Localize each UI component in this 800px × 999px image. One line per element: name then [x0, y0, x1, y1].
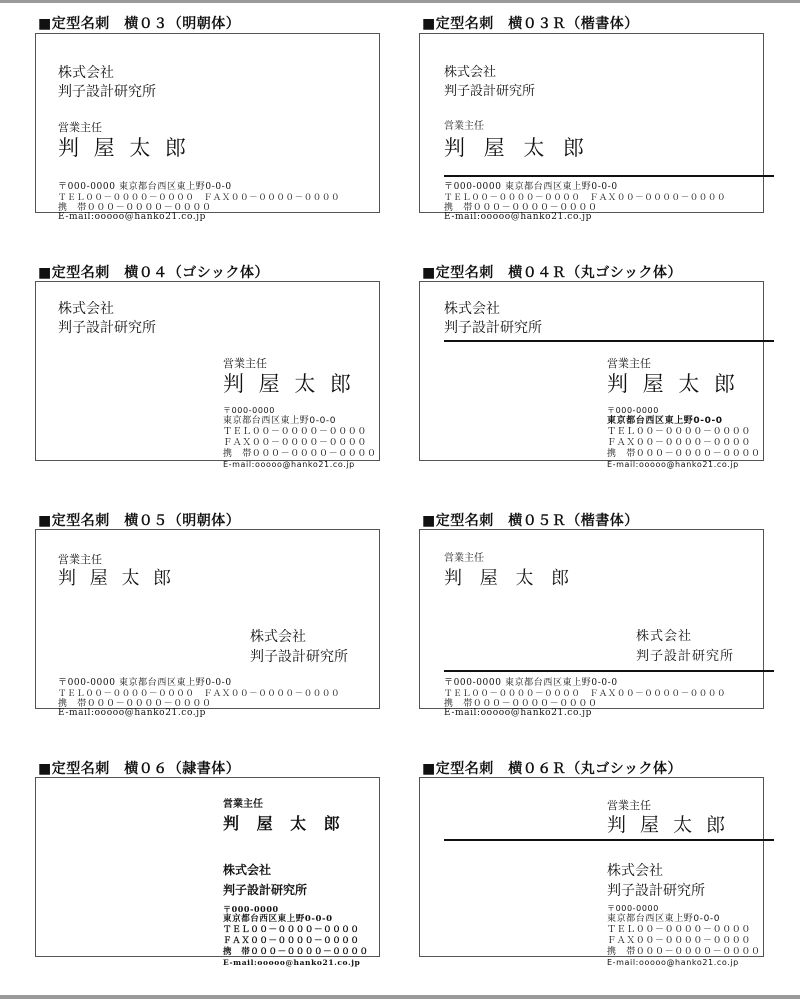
business-card [419, 777, 764, 967]
job-title: 営業主任 [58, 121, 102, 134]
address-line: 東京都台西区東上野0-0-0 [223, 416, 337, 426]
postal-code: 〒000-0000 [223, 406, 275, 415]
divider-rule [444, 839, 774, 841]
address-line: 〒000-0000 東京都台西区東上野0-0-0 [58, 678, 232, 688]
company-name: 判子設計研究所 [223, 883, 308, 897]
mobile-line: 携 帯０００－００００－００００ [607, 947, 761, 957]
company-type: 株式会社 [444, 65, 497, 80]
address-line: 東京都台西区東上野0-0-0 [607, 914, 721, 924]
mobile-line: 携 帯０００－００００－００００ [444, 203, 598, 213]
card-heading: ■定型名刺 横０５（明朝体） [38, 513, 241, 529]
business-card [35, 33, 380, 222]
postal-code: 〒000-0000 [607, 904, 659, 913]
company-type: 株式会社 [444, 301, 500, 317]
company-name: 判子設計研究所 [636, 649, 735, 664]
company-name: 判子設計研究所 [58, 84, 156, 100]
fax-line: ＦＡＸ００－００００－００００ [223, 936, 360, 946]
postal-code: 〒000-0000 [607, 406, 659, 415]
address-line: 東京都台西区東上野0-0-0 [223, 914, 333, 924]
company-name: 判子設計研究所 [607, 883, 705, 899]
person-name: 判 屋 太 郎 [607, 814, 730, 836]
address-line: 〒000-0000 東京都台西区東上野0-0-0 [444, 678, 618, 688]
mobile-line: 携 帯０００－００００－００００ [223, 449, 377, 459]
company-type: 株式会社 [250, 629, 306, 645]
company-type: 株式会社 [223, 863, 272, 877]
address-line: 東京都台西区東上野0-0-0 [607, 416, 723, 426]
email-line: E-mail:ooooo@hanko21.co.jp [444, 212, 593, 222]
card-heading: ■定型名刺 横０３Ｒ（楷書体） [422, 16, 639, 32]
business-card [419, 529, 764, 718]
email-line: E-mail:ooooo@hanko21.co.jp [607, 460, 739, 469]
card-heading: ■定型名刺 横０４Ｒ（丸ゴシック体） [422, 265, 682, 281]
card-heading: ■定型名刺 横０５Ｒ（楷書体） [422, 513, 639, 529]
mobile-line: 携 帯０００－００００－００００ [223, 947, 369, 957]
company-name: 判子設計研究所 [444, 84, 536, 99]
tel-fax-line: ＴＥＬ００－００００－００００ ＦＡＸ００－００００－００００ [58, 689, 341, 699]
card-heading: ■定型名刺 横０３（明朝体） [38, 16, 241, 32]
mobile-line: 携 帯０００－００００－００００ [58, 203, 212, 213]
company-type: 株式会社 [607, 863, 663, 879]
business-card [419, 33, 764, 222]
person-name: 判 屋 太 郎 [444, 136, 591, 160]
address-line: 〒000-0000 東京都台西区東上野0-0-0 [58, 182, 232, 192]
divider-rule [444, 670, 774, 672]
person-name: 判 屋 太 郎 [223, 814, 346, 833]
mobile-line: 携 帯０００－００００－００００ [444, 699, 598, 709]
person-name: 判 屋 太 郎 [223, 372, 356, 396]
person-name: 判 屋 太 郎 [444, 568, 576, 589]
company-type: 株式会社 [636, 629, 693, 644]
address-line: 〒000-0000 東京都台西区東上野0-0-0 [444, 182, 618, 192]
person-name: 判 屋 太 郎 [607, 372, 740, 396]
divider-rule [444, 175, 774, 177]
card-heading: ■定型名刺 横０６Ｒ（丸ゴシック体） [422, 761, 682, 777]
business-card [419, 281, 764, 469]
tel-line: ＴＥＬ００－００００－００００ [223, 925, 360, 935]
divider-rule [444, 340, 774, 342]
bottom-divider [0, 995, 800, 999]
tel-line: ＴＥＬ００－００００－００００ [607, 925, 752, 935]
email-line: E-mail:ooooo@hanko21.co.jp [444, 708, 593, 718]
company-name: 判子設計研究所 [58, 320, 156, 336]
job-title: 営業主任 [444, 553, 484, 564]
email-line: E-mail:ooooo@hanko21.co.jp [607, 958, 739, 967]
tel-line: ＴＥＬ００－００００－００００ [223, 427, 368, 437]
email-line: E-mail:ooooo@hanko21.co.jp [223, 958, 361, 967]
business-card [35, 281, 380, 469]
job-title: 営業主任 [58, 553, 102, 566]
card-heading: ■定型名刺 横０６（隷書体） [38, 761, 241, 777]
job-title: 営業主任 [607, 357, 651, 370]
fax-line: ＦＡＸ００－００００－００００ [607, 438, 752, 448]
email-line: E-mail:ooooo@hanko21.co.jp [58, 708, 207, 718]
job-title: 営業主任 [223, 799, 263, 810]
top-divider [0, 0, 800, 3]
fax-line: ＦＡＸ００－００００－００００ [607, 936, 752, 946]
job-title: 営業主任 [223, 357, 267, 370]
job-title: 営業主任 [444, 121, 484, 132]
card-heading: ■定型名刺 横０４（ゴシック体） [38, 265, 269, 281]
mobile-line: 携 帯０００－００００－００００ [58, 699, 212, 709]
postal-code: 〒000-0000 [223, 904, 279, 914]
person-name: 判 屋 太 郎 [58, 136, 191, 160]
company-name: 判子設計研究所 [444, 320, 542, 336]
email-line: E-mail:ooooo@hanko21.co.jp [58, 212, 207, 222]
job-title: 営業主任 [607, 799, 651, 812]
company-type: 株式会社 [58, 301, 114, 317]
person-name: 判 屋 太 郎 [58, 568, 176, 589]
email-line: E-mail:ooooo@hanko21.co.jp [223, 460, 355, 469]
company-name: 判子設計研究所 [250, 649, 348, 665]
tel-line: ＴＥＬ００－００００－００００ [607, 427, 752, 437]
company-type: 株式会社 [58, 65, 114, 81]
fax-line: ＦＡＸ００－００００－００００ [223, 438, 368, 448]
tel-fax-line: ＴＥＬ００－００００－００００ ＦＡＸ００－００００－００００ [444, 689, 727, 699]
tel-fax-line: ＴＥＬ００－００００－００００ ＦＡＸ００－００００－００００ [58, 193, 341, 203]
tel-fax-line: ＴＥＬ００－００００－００００ ＦＡＸ００－００００－００００ [444, 193, 727, 203]
business-card [35, 529, 380, 718]
business-card [35, 777, 380, 967]
mobile-line: 携 帯０００－００００－００００ [607, 449, 761, 459]
